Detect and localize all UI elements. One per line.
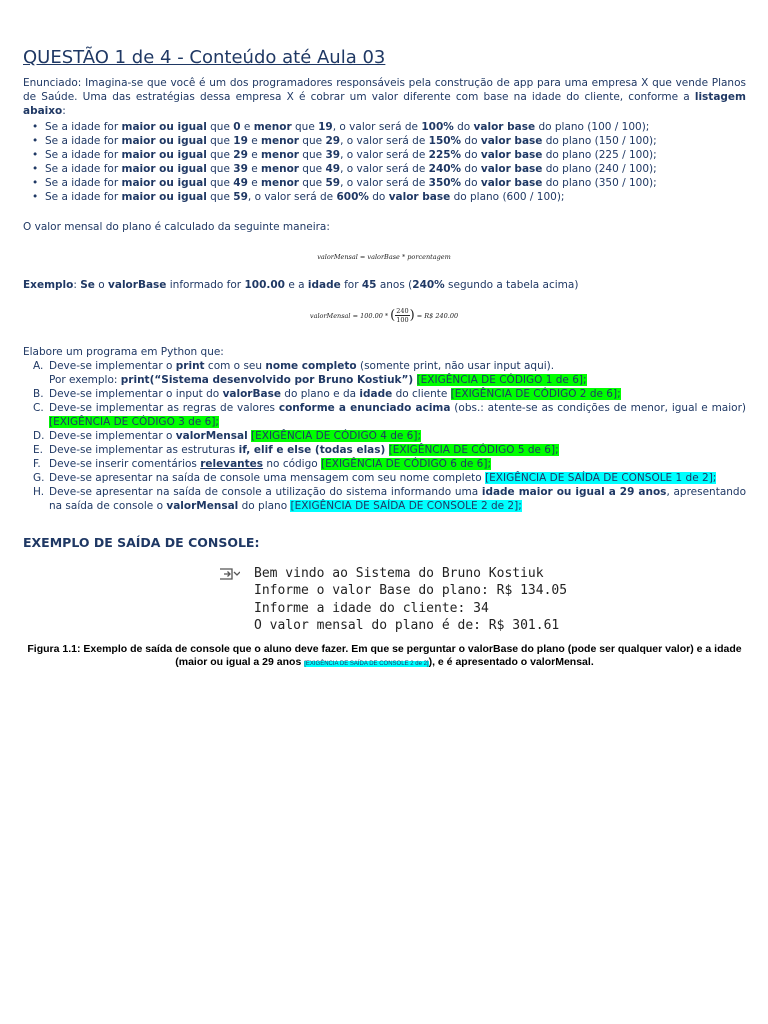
item-bold: valorBase	[222, 388, 281, 400]
item-text: do plano	[238, 500, 291, 512]
example-text-7: segundo a tabela acima)	[444, 279, 579, 291]
page-title: QUESTÃO 1 de 4 - Conteúdo até Aula 03	[23, 47, 386, 68]
rule-age-to: 19	[318, 121, 333, 133]
rule-percent: 225%	[428, 149, 462, 161]
list-item	[23, 401, 746, 429]
rule-base: do plano (225 / 100);	[542, 149, 657, 161]
list-item	[23, 443, 746, 457]
rule-text: , o valor será de	[332, 121, 422, 133]
caption-text-2: ), e é apresentado o valorMensal.	[428, 656, 594, 668]
rule-bold: menor	[261, 135, 299, 147]
list-item	[23, 485, 746, 513]
rule-bold: valor base	[473, 121, 536, 133]
item-marker: E.	[33, 444, 43, 456]
item-text: , apresentando na saída de console o	[49, 486, 746, 512]
rule-text: que	[298, 163, 326, 175]
console-line: Bem vindo ao Sistema do Bruno Kostiuk	[254, 566, 544, 581]
rule-text: que	[206, 163, 234, 175]
console-line: Informe o valor Base do plano: R$ 134.05	[254, 583, 568, 599]
example-line	[23, 278, 746, 292]
calc-text: O valor mensal do plano é calculado da seguinte maneira:	[23, 221, 330, 233]
item-bold: valorMensal	[166, 500, 239, 512]
rule-text: que	[206, 135, 234, 147]
rule-text: e	[247, 163, 262, 175]
formula-example-left: valorMensal = 100.00 *	[309, 311, 389, 320]
example-se: Se	[80, 279, 95, 291]
rule-bold: menor	[261, 163, 299, 175]
example-age: 45	[361, 279, 377, 291]
example-text-4: e a	[284, 279, 308, 291]
rule-age-from: 19	[233, 135, 248, 147]
item-marker: C.	[33, 402, 44, 414]
console-line: O valor mensal do plano é de: R$ 301.61	[254, 617, 560, 633]
item-marker: H.	[33, 486, 45, 498]
item-marker: F.	[33, 458, 41, 470]
rule-text: do	[368, 191, 389, 203]
rule-percent: 100%	[421, 121, 454, 133]
rule-text: e	[240, 121, 254, 133]
intro-paragraph	[23, 76, 746, 118]
rule-text: Se a idade for	[45, 149, 122, 161]
rule-text: do	[461, 177, 481, 189]
console-heading: EXEMPLO DE SAÍDA DE CONSOLE:	[23, 535, 260, 550]
rule-item	[23, 162, 746, 176]
rule-age-from: 49	[233, 177, 248, 189]
item-text: (obs.: atente-se as condições de menor, igual e maior)	[450, 402, 746, 414]
rule-bold: maior ou igual	[121, 163, 207, 175]
formula-example-right: = R$ 240.00	[416, 311, 459, 320]
rule-bold: valor base	[480, 163, 543, 175]
intro-end: :	[62, 105, 66, 117]
rule-age-from: 39	[233, 163, 248, 175]
rule-text: , o valor será de	[340, 149, 429, 161]
item-text: Deve-se implementar o	[49, 430, 176, 442]
item-bold: relevantes	[200, 458, 264, 470]
requirement-tag: [EXIGÊNCIA DE SAÍDA DE CONSOLE 2 de 2];	[290, 500, 522, 512]
item-bold: idade maior ou igual a 29 anos	[481, 486, 667, 498]
rule-text: do	[453, 121, 474, 133]
requirement-tag: [EXIGÊNCIA DE SAÍDA DE CONSOLE 1 de 2];	[485, 472, 717, 484]
rule-bold: maior ou igual	[121, 191, 207, 203]
rule-bold: maior ou igual	[121, 149, 207, 161]
intro-bold: listagem abaixo	[23, 91, 746, 117]
console-line: Informe a idade do cliente: 34	[254, 600, 489, 616]
requirement-tag: [EXIGÊNCIA DE CÓDIGO 3 de 6];	[49, 416, 219, 428]
rule-age-to: 59	[325, 177, 341, 189]
age-rules-list	[23, 120, 746, 204]
elabore-text: Elabore um programa em Python que:	[23, 346, 224, 358]
rule-text: Se a idade for	[45, 177, 122, 189]
list-item	[23, 429, 746, 443]
item-bold: conforme a enunciado acima	[278, 402, 451, 414]
example-text-6: anos (	[376, 279, 413, 291]
rule-base: do plano (150 / 100);	[542, 135, 657, 147]
example-text-3: informado for	[166, 279, 245, 291]
example-idade: idade	[307, 279, 341, 291]
rule-text: , o valor será de	[340, 177, 429, 189]
rule-text: que	[206, 149, 234, 161]
rule-text: que	[206, 177, 234, 189]
example-pct: 240%	[412, 279, 445, 291]
item-text: com o seu	[204, 360, 266, 372]
example-label: Exemplo	[23, 279, 74, 291]
rule-base: do plano (100 / 100);	[535, 121, 650, 133]
rule-text: que	[298, 149, 326, 161]
item-bold: idade	[359, 388, 393, 400]
requirement-tag: [EXIGÊNCIA DE CÓDIGO 4 de 6];	[251, 430, 421, 442]
caption-text-1: Figura 1.1: Exemplo de saída de console que o aluno deve fazer. Em que se perguntar o valorBase do plano (pode ser qualquer valor) e a idade (maior ou igual a 29 anos	[27, 643, 742, 668]
rule-base: do plano (350 / 100);	[542, 177, 657, 189]
rule-text: e	[247, 177, 262, 189]
rule-base: do plano (600 / 100);	[450, 191, 565, 203]
item-text: Deve-se inserir comentários	[49, 458, 201, 470]
rule-bold: maior ou igual	[121, 177, 207, 189]
item-text: no código	[263, 458, 322, 470]
figure-caption	[23, 643, 746, 671]
caption-tag: [EXIGÊNCIA DE SAÍDA DE CONSOLE 2 de 2]	[304, 661, 429, 667]
example-text-2: o	[94, 279, 109, 291]
rule-item	[23, 176, 746, 190]
rule-percent: 350%	[428, 177, 462, 189]
item-text: Deve-se implementar o input do	[49, 388, 223, 400]
rule-bold: menor	[253, 121, 292, 133]
rule-text: , o valor será de	[340, 135, 429, 147]
example-text-1: :	[73, 279, 81, 291]
rule-bold: valor base	[480, 135, 543, 147]
rule-item	[23, 120, 746, 134]
list-item	[23, 471, 746, 485]
rule-text: que	[206, 121, 234, 133]
item-text: Deve-se apresentar na saída de console a utilização do sistema informando uma	[49, 486, 482, 498]
rule-text: e	[247, 135, 262, 147]
example-valorbase: valorBase	[108, 279, 167, 291]
rule-age-to: 49	[325, 163, 341, 175]
item-text: Deve-se implementar o	[49, 360, 176, 372]
intro-text: Enunciado: Imagina-se que você é um dos programadores responsáveis pela construção de app para uma empresa X que vende Planos de Saúde. Uma das estratégias dessa empresa X é cobrar um valor diferente com base na idade do cliente, conforme a	[23, 77, 746, 103]
item-bold: nome completo	[265, 360, 357, 372]
formula-example	[0, 307, 768, 324]
rule-age-from: 59	[233, 191, 248, 203]
rule-bold: maior ou igual	[121, 135, 207, 147]
rule-percent: 150%	[428, 135, 462, 147]
requirements-list	[23, 359, 746, 513]
item-text: (somente print, não usar input aqui).	[356, 360, 555, 372]
rule-age-to: 29	[325, 135, 341, 147]
rule-item	[23, 134, 746, 148]
rule-text: do	[461, 135, 481, 147]
formula-example-fraction: ( $\frac{240}{100}$ )	[390, 307, 415, 324]
item-bold: valorMensal	[175, 430, 248, 442]
item-marker: D.	[33, 430, 45, 442]
rule-age-from: 0	[233, 121, 241, 133]
item-text: do plano e da	[280, 388, 360, 400]
rule-text: que	[291, 121, 319, 133]
rule-text: , o valor será de	[340, 163, 429, 175]
rule-text: que	[206, 191, 234, 203]
rule-base: do plano (240 / 100);	[542, 163, 657, 175]
item-text: Deve-se apresentar na saída de console uma mensagem com seu nome completo	[49, 472, 486, 484]
rule-percent: 240%	[428, 163, 462, 175]
rule-text: do	[461, 163, 481, 175]
item-bold: print(“Sistema desenvolvido por Bruno Kostiuk”)	[120, 374, 414, 386]
item-text: do cliente	[392, 388, 451, 400]
rule-text: Se a idade for	[45, 163, 122, 175]
rule-text: Se a idade for	[45, 121, 122, 133]
requirement-tag: [EXIGÊNCIA DE CÓDIGO 2 de 6];	[450, 388, 621, 400]
rule-bold: valor base	[480, 177, 543, 189]
requirement-tag: [EXIGÊNCIA DE CÓDIGO 1 de 6];	[416, 374, 587, 386]
example-text-5: for	[340, 279, 362, 291]
rule-text: , o valor será de	[247, 191, 337, 203]
formula-example-num: 240	[396, 307, 409, 315]
rule-age-from: 29	[233, 149, 248, 161]
rule-bold: valor base	[388, 191, 451, 203]
rule-text: Se a idade for	[45, 135, 122, 147]
rule-bold: valor base	[480, 149, 543, 161]
rule-bold: maior ou igual	[121, 121, 207, 133]
rule-age-to: 39	[325, 149, 341, 161]
rule-item	[23, 190, 746, 204]
rule-text: que	[298, 177, 326, 189]
requirement-tag: [EXIGÊNCIA DE CÓDIGO 5 de 6];	[388, 444, 559, 456]
rule-text: do	[461, 149, 481, 161]
item-marker: B.	[33, 388, 44, 400]
item-marker: A.	[33, 360, 44, 372]
item-text: Deve-se implementar as estruturas	[49, 444, 239, 456]
rule-item	[23, 148, 746, 162]
item-text: Deve-se implementar as regras de valores	[49, 402, 279, 414]
item-text: Por exemplo:	[49, 374, 121, 386]
example-value: 100.00	[244, 279, 285, 291]
rule-text: Se a idade for	[45, 191, 122, 203]
rule-bold: menor	[261, 177, 299, 189]
formula-example-den: 100	[396, 316, 409, 324]
rule-text: e	[247, 149, 262, 161]
rule-text: que	[298, 135, 326, 147]
item-bold: print	[175, 360, 205, 372]
list-item	[23, 359, 746, 387]
rule-bold: menor	[261, 149, 299, 161]
list-item	[23, 457, 746, 471]
formula-general: valorMensal = valorBase * porcentagem	[317, 253, 451, 261]
list-item	[23, 387, 746, 401]
item-bold: if, elif e else (todas elas)	[238, 444, 386, 456]
console-output-icon	[218, 567, 240, 581]
rule-percent: 600%	[336, 191, 369, 203]
requirement-tag: [EXIGÊNCIA DE CÓDIGO 6 de 6];	[321, 458, 491, 470]
item-marker: G.	[33, 472, 45, 484]
